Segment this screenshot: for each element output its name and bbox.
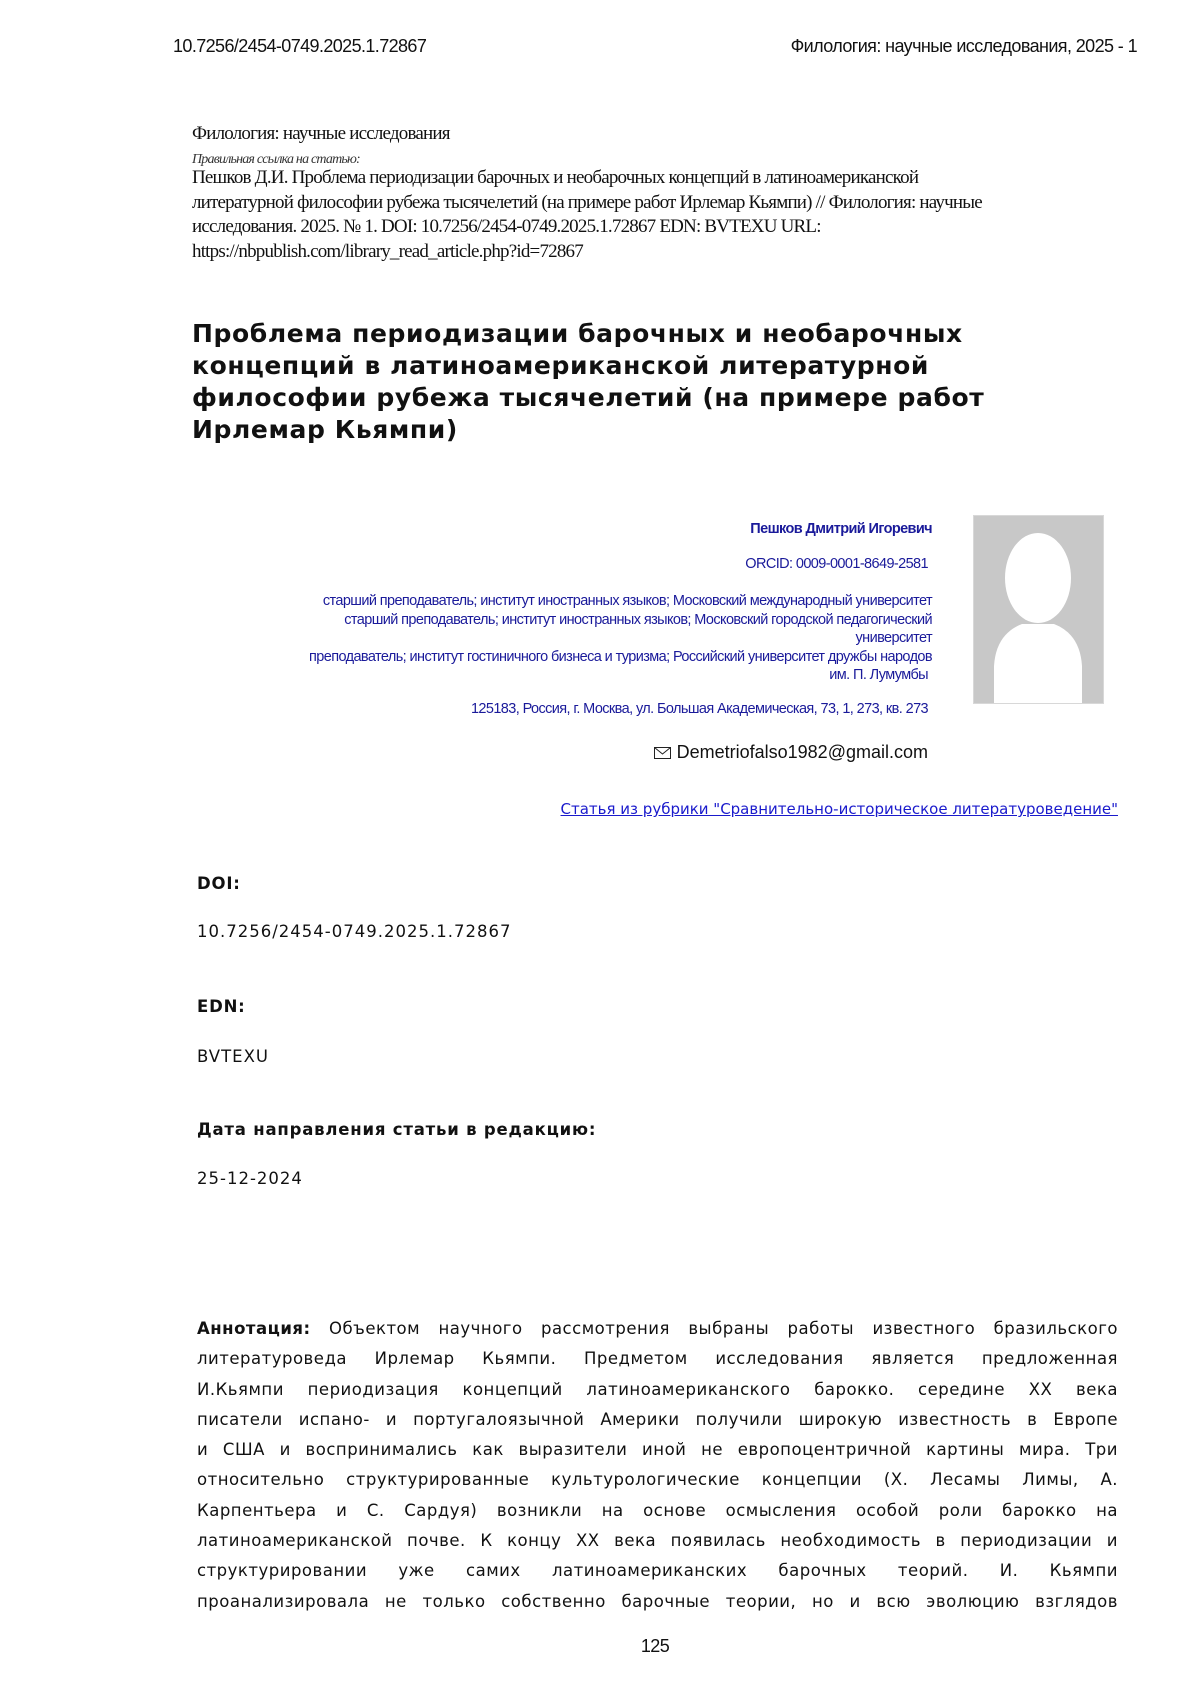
abstract-line: проанализировала не только собственно барочные теории, но и всю эволюцию взглядов bbox=[197, 1591, 1118, 1611]
abstract-label: Аннотация: bbox=[197, 1319, 311, 1338]
affiliation-line: университет bbox=[855, 630, 932, 646]
title-line: концепций в латиноамериканской литературной bbox=[192, 351, 930, 380]
rubric-link[interactable]: Статья из рубрики "Сравнительно-историческое литературоведение" bbox=[560, 800, 1118, 818]
affiliation-line: старший преподаватель; институт иностранных языков; Московский городской педагогический bbox=[344, 611, 932, 628]
affiliation-line: преподаватель; институт гостиничного бизнеса и туризма; Российский университет дружбы народов bbox=[309, 648, 932, 665]
title-line: Ирлемар Кьямпи) bbox=[192, 415, 458, 444]
doi-label: DOI: bbox=[197, 874, 241, 893]
abstract-line: латиноамериканской почве. К концу XX века появилась необходимость в периодизации и bbox=[197, 1531, 1118, 1551]
citation-line: Пешков Д.И. Проблема периодизации барочных и необарочных концепций в латиноамериканской bbox=[192, 167, 919, 188]
edn-label: EDN: bbox=[197, 997, 246, 1016]
citation-url[interactable]: https://nbpublish.com/library_read_article.php?id=72867 bbox=[192, 240, 583, 262]
author-orcid[interactable]: ORCID: 0009-0001-8649-2581 bbox=[745, 556, 928, 572]
affiliation-line: им. П. Лумумбы bbox=[829, 667, 928, 683]
affiliation-line: старший преподаватель; институт иностранных языков; Московский международный университет bbox=[322, 593, 932, 609]
abstract-line: И.Кьямпи периодизация концепций латиноамериканского барокко. середине XX века bbox=[197, 1379, 1118, 1399]
abstract-line: относительно структурированные культурологические концепции (Х. Лесамы Лимы, А. bbox=[197, 1470, 1118, 1490]
abstract bbox=[197, 1314, 1118, 1617]
author-photo-placeholder bbox=[973, 515, 1104, 704]
author-affiliations bbox=[309, 592, 932, 685]
page-number: 125 bbox=[640, 1636, 670, 1656]
abstract-line: структурировании уже самих латиноамериканских барочных теорий. И. Кьямпи bbox=[197, 1561, 1118, 1581]
author-email-row bbox=[654, 742, 928, 763]
header-journal-issue: Филология: научные исследования, 2025 - 1 bbox=[790, 36, 1137, 56]
header-doi: 10.7256/2454-0749.2025.1.72867 bbox=[173, 36, 427, 56]
submission-date-value: 25-12-2024 bbox=[197, 1169, 303, 1188]
author-email[interactable]: Demetriofalso1982@gmail.com bbox=[676, 742, 928, 762]
author-name: Пешков Дмитрий Игоревич bbox=[750, 521, 932, 537]
article-title bbox=[192, 318, 1052, 446]
doi-value: 10.7256/2454-0749.2025.1.72867 bbox=[197, 922, 512, 941]
citation-line: исследования. 2025. № 1. DOI: 10.7256/2454-0749.2025.1.72867 EDN: BVTEXU URL: bbox=[192, 216, 821, 237]
envelope-icon bbox=[654, 747, 671, 759]
abstract-line: и США и воспринимались как выразители иной не европоцентричной картины мира. Три bbox=[197, 1440, 1118, 1460]
abstract-line: писатели испано- и португалоязычной Америки получили широкую известность в Европе bbox=[197, 1409, 1118, 1429]
abstract-line: Карпентьера и С. Сардуя) возникли на основе осмысления особой роли барокко на bbox=[197, 1500, 1118, 1520]
author-address: 125183, Россия, г. Москва, ул. Большая Академическая, 73, 1, 273, кв. 273 bbox=[470, 701, 928, 717]
citation-line: литературной философии рубежа тысячелетий (на примере работ Ирлемар Кьямпи) // Филология: научные bbox=[192, 191, 982, 213]
submission-date-label: Дата направления статьи в редакцию: bbox=[197, 1120, 597, 1139]
abstract-text: Объектом научного рассмотрения выбраны работы известного бразильского bbox=[310, 1319, 1118, 1338]
journal-name: Филология: научные исследования bbox=[192, 123, 450, 144]
citation-label: Правильная ссылка на статью: bbox=[192, 152, 360, 167]
citation-text bbox=[192, 166, 1092, 264]
title-line: философии рубежа тысячелетий (на примере работ bbox=[192, 383, 985, 412]
abstract-line bbox=[197, 1314, 1118, 1344]
avatar-silhouette-icon bbox=[974, 516, 1103, 703]
title-line: Проблема периодизации барочных и необарочных bbox=[192, 319, 963, 348]
edn-value: BVTEXU bbox=[197, 1047, 269, 1066]
abstract-line: литературоведа Ирлемар Кьямпи. Предметом исследования является предложенная bbox=[197, 1349, 1118, 1369]
